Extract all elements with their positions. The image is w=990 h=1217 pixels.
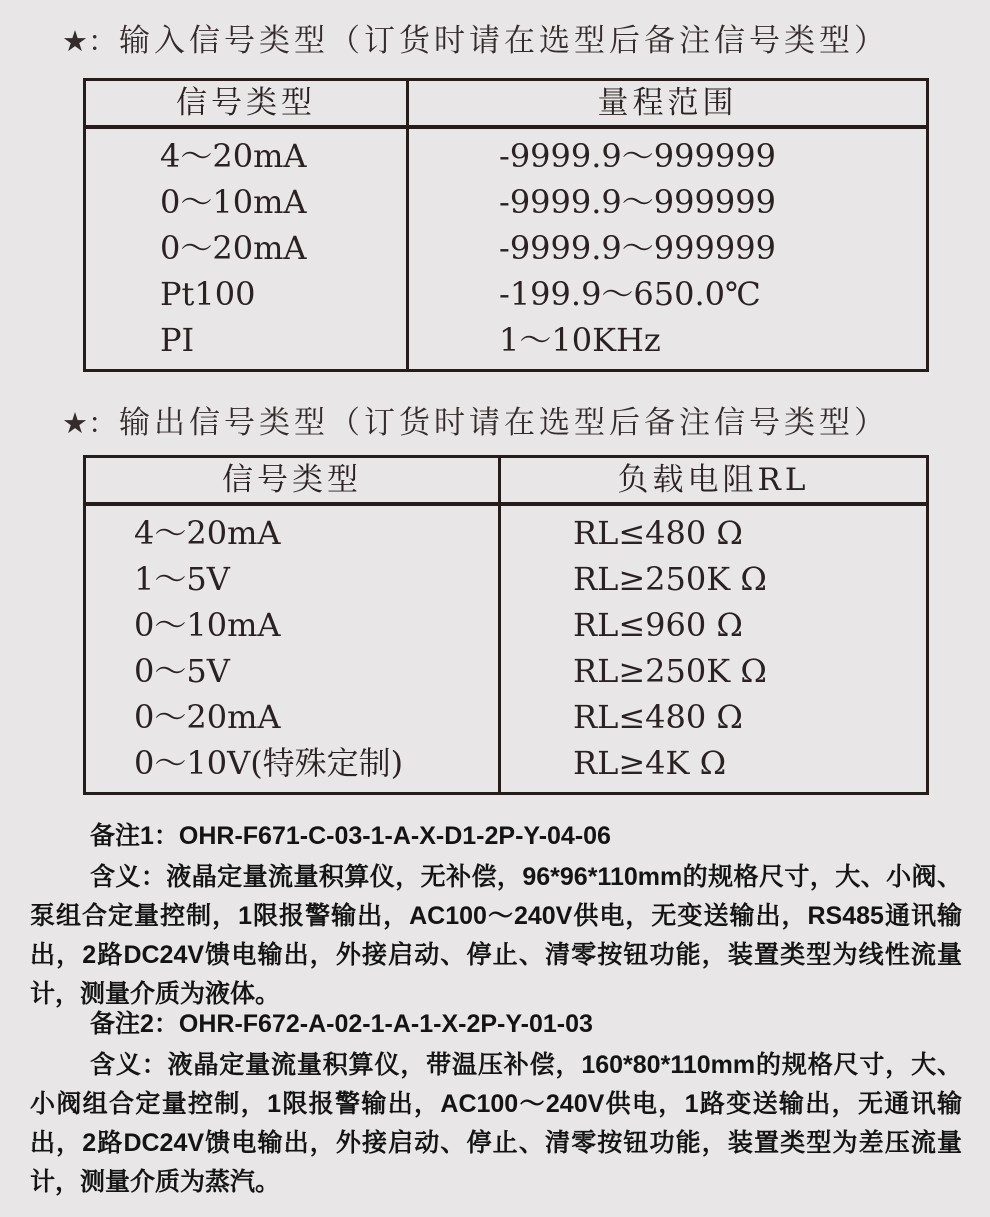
signal-type-cell: PI [160, 321, 195, 359]
load-resistance-cell: RL≤960 Ω [573, 606, 743, 644]
range-cell: 1～10KHz [499, 321, 661, 359]
input-table-header-row [86, 81, 926, 129]
signal-type-cell: 4～20mA [160, 137, 307, 175]
output-section-title [62, 397, 889, 442]
remark-1-meaning-paragraph: 含义：液晶定量流量积算仪，无补偿，96*96*110mm的规格尺寸，大、小阀、泵组合定量控制，1限报警输出，AC100～240V供电，无变送输出，RS485通讯输出，2路DC24V馈电输出，外接启动、停止、清零按钮功能，装置类型为线性流量计，测量介质为液体。 [30, 863, 962, 1008]
star-icon: ★： [62, 24, 117, 58]
input-table-body [86, 129, 926, 369]
load-resistance-cell: RL≥4K Ω [573, 744, 727, 782]
signal-type-cell: 0～10mA [160, 183, 307, 221]
range-cell: -9999.9～999999 [499, 229, 776, 267]
output-table-signal-type-column [86, 506, 501, 792]
signal-type-cell: 0～20mA [134, 698, 281, 736]
signal-type-cell: 4～20mA [134, 514, 281, 552]
output-table-header-signal-type: 信号类型 [86, 458, 501, 502]
remark-2-meaning-paragraph: 含义：液晶定量流量积算仪，带温压补偿，160*80*110mm的规格尺寸，大、小阀组合定量控制，1限报警输出，AC100～240V供电，1路变送输出，无通讯输出，2路DC24V馈电输出，外接启动、停止、清零按钮功能，装置类型为差压流量计，测量介质为蒸汽。 [30, 1051, 962, 1196]
range-cell: -199.9～650.0℃ [499, 275, 761, 313]
input-table-range-column [409, 129, 926, 369]
star-icon: ★： [62, 406, 117, 440]
range-cell: -9999.9～999999 [499, 183, 776, 221]
load-resistance-cell: RL≥250K Ω [573, 652, 767, 690]
input-table-signal-type-column [86, 129, 409, 369]
signal-type-cell: 0～20mA [160, 229, 307, 267]
input-section-title [62, 15, 889, 60]
signal-type-cell: 1～5V [134, 560, 230, 598]
signal-type-cell: 0～10mA [134, 606, 281, 644]
remark-2-model-code: 备注2：OHR-F672-A-02-1-A-1-X-2P-Y-01-03 [90, 1010, 593, 1038]
load-resistance-cell: RL≥250K Ω [573, 560, 767, 598]
input-section-title-text: 输入信号类型（订货时请在选型后备注信号类型） [119, 23, 889, 59]
output-table-header-row [86, 458, 926, 506]
output-table-load-resistance-column [501, 506, 926, 792]
output-section-title-text: 输出信号类型（订货时请在选型后备注信号类型） [119, 405, 889, 441]
input-table-header-signal-type: 信号类型 [86, 81, 409, 125]
output-signal-table [83, 455, 929, 795]
load-resistance-cell: RL≤480 Ω [573, 514, 743, 552]
output-table-header-load-resistance: 负载电阻RL [617, 462, 810, 498]
input-table-header-range: 量程范围 [597, 85, 738, 121]
signal-type-cell: Pt100 [160, 275, 256, 313]
output-table-body [86, 506, 926, 792]
range-cell: -9999.9～999999 [499, 137, 776, 175]
signal-type-cell: 0～5V [134, 652, 230, 690]
remark-1-model-code: 备注1：OHR-F671-C-03-1-A-X-D1-2P-Y-04-06 [90, 822, 611, 850]
load-resistance-cell: RL≤480 Ω [573, 698, 743, 736]
signal-type-cell: 0～10V(特殊定制) [134, 744, 404, 782]
input-signal-table [83, 78, 929, 372]
